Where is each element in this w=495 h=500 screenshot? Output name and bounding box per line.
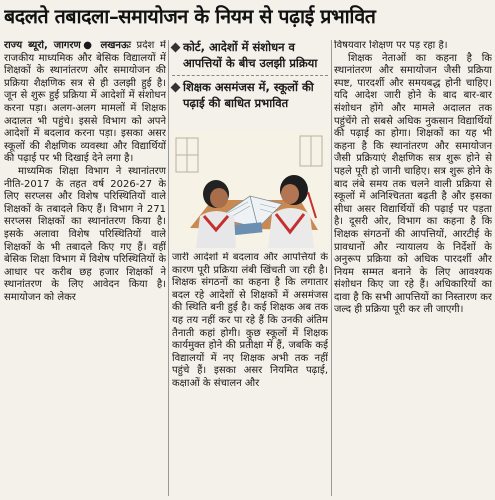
paragraph: जारी आदेशों में बदलाव और आपत्तियों के कारण पूरी प्रक्रिया लंबी खिंचती जा रही है। शिक्षक संगठनों का कहना है कि लगातार बदल रहे आदेशों से शिक्षकों में असमंजस की स्थिति बनी हुई है। कई शिक्षक अब तक यह तय नहीं कर पा रहे हैं कि उनकी अंतिम तैनाती कहां होगी। कुछ स्कूलों में शिक्षक कार्यमुक्त होने की प्रतीक्षा में हैं, जबकि कई विद्यालयों में नए शिक्षक अभी तक नहीं पहुंचे हैं। इसका असर नियमित पढ़ाई, कक्षाओं के संचालन और [172,252,328,389]
column-divider [168,40,169,496]
article-column-2 [172,252,328,498]
paragraph: माध्यमिक शिक्षा विभाग ने स्थानांतरण नीति-2017 के तहत वर्ष 2026-27 के लिए सरप्लस और विशेष परिस्थितियों वाले शिक्षकों के तबादले किए हैं। विभाग ने 271 सरप्लस शिक्षकों का स्थानांतरण किया है। इसके अलावा विशेष परिस्थितियों वाले शिक्षकों के भी तबादले किए गए हैं। वहीं बेसिक शिक्षा विभाग में विशेष परिस्थितियों के आधार पर करीब छह हजार शिक्षकों ने स्थानांतरण के लिए आवेदन किया है। समायोजन को लेकर [4,165,166,303]
illustration-image [172,130,328,248]
column-divider [331,40,332,496]
subheading-text: शिक्षक असमंजस में, स्कूलों की पढ़ाई की बाधित प्रभावित [183,80,314,110]
paragraph-text: प्रदेश में राजकीय माध्यमिक और बेसिक विद्यालयों में शिक्षकों के स्थानांतरण और समायोजन की प्रक्रिया शैक्षणिक सत्र से ही उलझी हुई है। जून से शुरू हुई प्रक्रिया में आदेशों में संशोधन करना पड़ा। अलग-अलग मामलों में शिक्षक अदालत भी पहुंचे। इससे विभाग को अपने आदेशों में बदलाव करना पड़ा। इसका असर स्कूलों की शैक्षणिक व्यवस्था और विद्यार्थियों की पढ़ाई पर भी दिखाई देने लगा है। [4,40,166,165]
article-column-1 [4,40,166,498]
subheadings [172,40,328,126]
dateline: राज्य ब्यूरो, जागरण● लखनऊः [4,40,131,51]
illustration-students-studying [172,130,328,248]
subheading [172,40,328,71]
subheading [172,75,328,111]
bullet-icon [171,83,181,93]
article-column-3 [334,40,492,498]
paragraph: शिक्षक नेताओं का कहना है कि स्थानांतरण और समायोजन जैसी प्रक्रिया स्पष्ट, पारदर्शी और समयबद्ध होनी चाहिए। यदि आदेश जारी होने के बाद बार-बार संशोधन होंगे और मामले अदालत तक पहुंचेंगे तो सबसे अधिक नुकसान विद्यार्थियों की पढ़ाई का होगा। शिक्षकों का यह भी कहना है कि स्थानांतरण और समायोजन जैसी प्रक्रियाएं शैक्षणिक सत्र शुरू होने से पहले पूरी हो जानी चाहिए। सत्र शुरू होने के बाद लंबे समय तक चलने वाली प्रक्रिया से स्कूलों में अनिश्चितता बढ़ती है और इसका सीधा असर विद्यार्थियों की पढ़ाई पर पड़ता है। दूसरी ओर, विभाग का कहना है कि शिक्षक संगठनों की आपत्तियों, आरटीई के प्रावधानों और न्यायालय के निर्देशों के अनुरूप प्रक्रिया को अधिक पारदर्शी और नियम सम्मत बनाने के लिए आवश्यक संशोधन किए जा रहे हैं। अधिकारियों का दावा है कि सभी आपत्तियों का निस्तारण कर जल्द ही प्रक्रिया पूरी कर ली जाएगी। [334,52,492,316]
bullet-icon [171,43,181,53]
subheading-text: कोर्ट, आदेशों में संशोधन व आपत्तियों के बीच उलझी प्रक्रिया [183,40,318,70]
headline: बदलते तबादला–समायोजन के नियम से पढ़ाई प्रभावित [4,5,376,28]
paragraph: विषयवार शिक्षण पर पड़ रहा है। [334,40,448,51]
paragraph [4,40,166,166]
